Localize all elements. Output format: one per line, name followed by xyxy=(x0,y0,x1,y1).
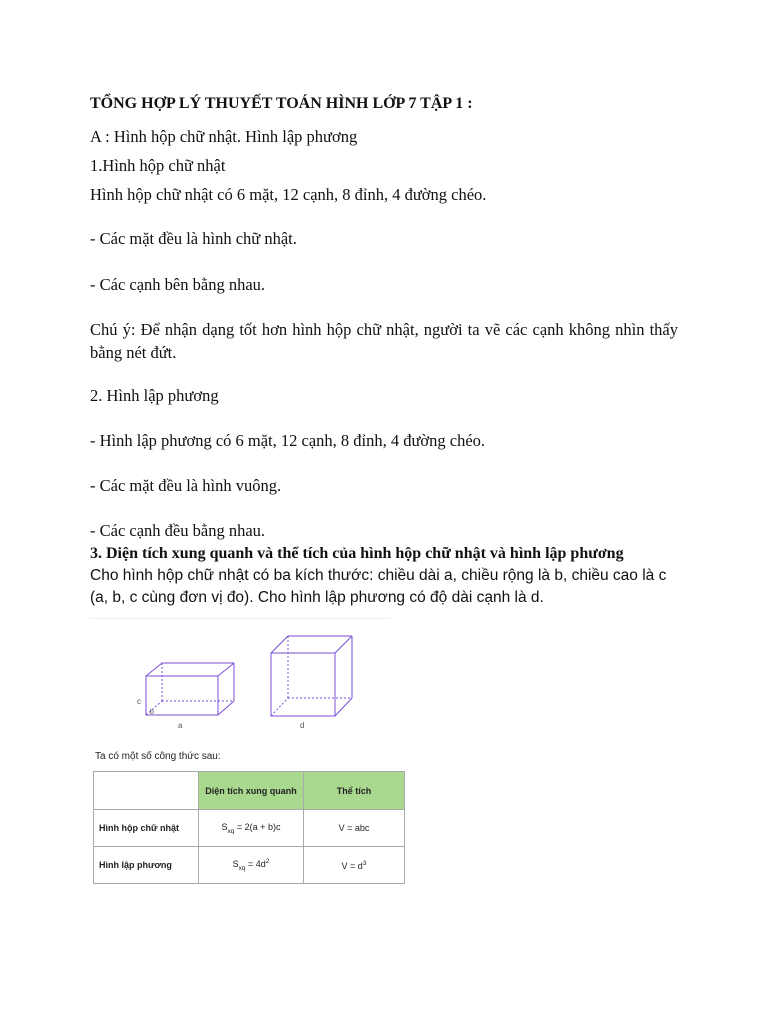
cube-volume-formula: $V = d^3$ xyxy=(304,847,405,884)
doc-title: TỔNG HỢP LÝ THUYẾT TOÁN HÌNH LỚP 7 TẬP 1 : xyxy=(90,95,473,112)
row-label-box: Hình hộp chữ nhật xyxy=(94,810,199,847)
box-surface-formula: $S_{xq} = 2(a + b)c$ xyxy=(199,810,304,847)
row-label-cube: Hình lập phương xyxy=(94,847,199,884)
formula-intro: Ta có một số công thức sau: xyxy=(95,751,221,762)
paragraph-cube-edges: - Các cạnh đều bằng nhau. xyxy=(90,521,266,540)
paragraph-note: Chú ý: Để nhận dạng tốt hơn hình hộp chữ nhật, người ta vẽ các cạnh không nhìn thấy bằng nét đứt. xyxy=(90,320,678,362)
cube-drawing xyxy=(271,636,352,716)
subsection-1-heading: 1.Hình hộp chữ nhật xyxy=(90,156,226,175)
paragraph-cube-properties: - Hình lập phương có 6 mặt, 12 cạnh, 8 đỉnh, 4 đường chéo. xyxy=(90,431,486,450)
paragraph-dimensions: Cho hình hộp chữ nhật có ba kích thước: chiều dài a, chiều rộng là b, chiều cao là c (a, b, c cùng đơn vị đo). Cho hình lập phương có độ dài cạnh là d. xyxy=(90,567,667,606)
document-body xyxy=(90,92,678,609)
section-a-heading: A : Hình hộp chữ nhật. Hình lập phương xyxy=(90,127,358,146)
box-label-b: b xyxy=(150,709,154,716)
table-row xyxy=(94,847,405,884)
table-corner-cell xyxy=(94,772,199,810)
paragraph-box-edges: - Các cạnh bên bằng nhau. xyxy=(90,275,266,294)
paragraph-cube-faces: - Các mặt đều là hình vuông. xyxy=(90,476,282,495)
column-header-volume: Thể tích xyxy=(304,772,405,810)
box-label-c: c xyxy=(137,697,141,706)
shapes-figure xyxy=(90,618,410,736)
subsection-3-heading: 3. Diện tích xung quanh và thể tích của hình hộp chữ nhật và hình lập phương xyxy=(90,545,624,562)
formula-table xyxy=(93,771,405,884)
paragraph-box-properties: Hình hộp chữ nhật có 6 mặt, 12 cạnh, 8 đỉnh, 4 đường chéo. xyxy=(90,185,487,204)
paragraph-box-faces: - Các mặt đều là hình chữ nhật. xyxy=(90,229,297,248)
table-row xyxy=(94,810,405,847)
cube-label-d: d xyxy=(300,721,305,730)
box-label-a: a xyxy=(178,721,183,730)
rectangular-box-drawing xyxy=(146,663,234,715)
subsection-2-heading: 2. Hình lập phương xyxy=(90,386,219,405)
table-header-row xyxy=(94,772,405,810)
box-volume-formula: V = abc xyxy=(304,810,405,847)
column-header-surface-area: Diện tích xung quanh xyxy=(199,772,304,810)
cube-surface-formula: $S_{xq} = 4d^2$ xyxy=(199,847,304,884)
